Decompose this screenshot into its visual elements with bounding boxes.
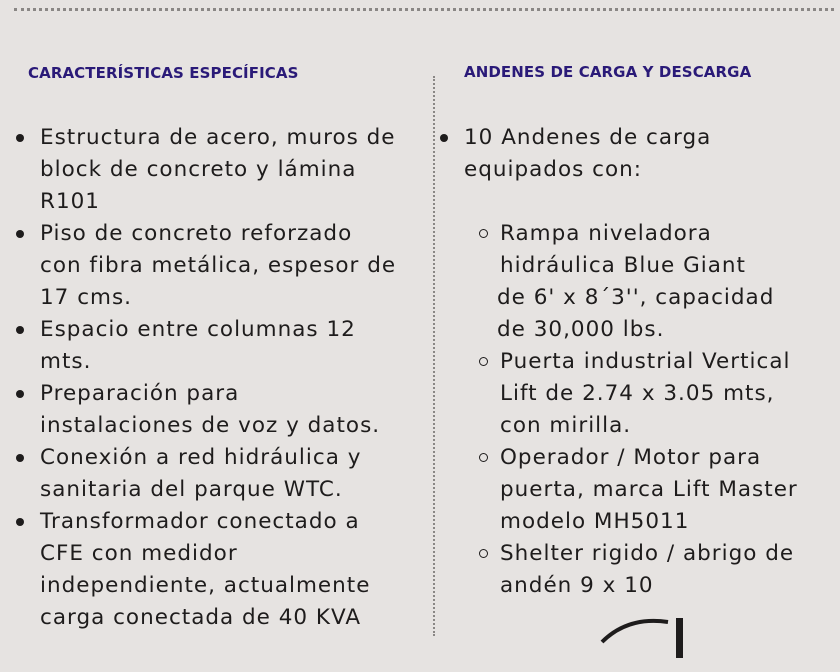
bullet-icon bbox=[16, 454, 24, 462]
list-item-line: R101 bbox=[40, 189, 100, 214]
bullet-icon bbox=[16, 518, 24, 526]
list-item-line: sanitaria del parque WTC. bbox=[40, 477, 343, 502]
list-item bbox=[14, 218, 434, 314]
list-item-line: mts. bbox=[40, 349, 92, 374]
sub-list-item bbox=[438, 218, 838, 346]
left-section-heading: CARACTERÍSTICAS ESPECÍFICAS bbox=[28, 64, 299, 82]
bullet-icon bbox=[16, 134, 24, 142]
list-item-line: Rampa niveladora bbox=[500, 221, 712, 246]
features-list bbox=[14, 122, 434, 634]
list-item-line: Lift de 2.74 x 3.05 mts, bbox=[500, 381, 775, 406]
circle-bullet-icon bbox=[479, 549, 488, 558]
list-item-line: CFE con medidor bbox=[40, 541, 238, 566]
list-item-line: block de concreto y lámina bbox=[40, 157, 357, 182]
right-section-heading: ANDENES DE CARGA Y DESCARGA bbox=[464, 63, 752, 81]
list-item-line: carga conectada de 40 KVA bbox=[40, 605, 362, 630]
sub-list-item bbox=[438, 442, 838, 538]
bullet-icon bbox=[440, 134, 448, 142]
list-item bbox=[14, 314, 434, 378]
list-item-line: con fibra metálica, espesor de bbox=[40, 253, 397, 278]
list-item-line: Preparación para bbox=[40, 381, 240, 406]
list-item-line: con mirilla. bbox=[500, 413, 632, 438]
dock-icon bbox=[598, 612, 718, 672]
list-item-line: instalaciones de voz y datos. bbox=[40, 413, 381, 438]
list-item bbox=[14, 506, 434, 634]
list-item-line: modelo MH5011 bbox=[500, 509, 690, 534]
loading-docks-list bbox=[438, 122, 838, 186]
list-item-line: hidráulica Blue Giant bbox=[500, 253, 746, 278]
bullet-icon bbox=[16, 390, 24, 398]
list-item-line: Operador / Motor para bbox=[500, 445, 762, 470]
list-item-line: Conexión a red hidráulica y bbox=[40, 445, 362, 470]
list-item-line: equipados con: bbox=[464, 157, 642, 182]
list-item-line: Shelter rigido / abrigo de bbox=[500, 541, 795, 566]
list-item-line: puerta, marca Lift Master bbox=[500, 477, 798, 502]
list-item-line: 17 cms. bbox=[40, 285, 132, 310]
circle-bullet-icon bbox=[479, 453, 488, 462]
circle-bullet-icon bbox=[479, 229, 488, 238]
list-item bbox=[14, 378, 434, 442]
list-item-line: Estructura de acero, muros de bbox=[40, 125, 396, 150]
list-item bbox=[14, 122, 434, 218]
top-dotted-rule bbox=[14, 8, 834, 11]
list-item-line: Piso de concreto reforzado bbox=[40, 221, 353, 246]
list-item bbox=[438, 122, 838, 186]
sub-list-item bbox=[438, 346, 838, 442]
list-item-line: Transformador conectado a bbox=[40, 509, 360, 534]
list-item-line: de 6' x 8´3'', capacidad bbox=[497, 285, 775, 310]
list-item-line: 10 Andenes de carga bbox=[464, 125, 712, 150]
list-item-line: Espacio entre columnas 12 bbox=[40, 317, 356, 342]
sub-list-item bbox=[438, 538, 838, 602]
list-item-line: de 30,000 lbs. bbox=[497, 317, 665, 342]
list-item-line: andén 9 x 10 bbox=[500, 573, 654, 598]
bullet-icon bbox=[16, 326, 24, 334]
bullet-icon bbox=[16, 230, 24, 238]
dock-equipment-list bbox=[438, 218, 838, 602]
circle-bullet-icon bbox=[479, 357, 488, 366]
list-item bbox=[14, 442, 434, 506]
list-item-line: independiente, actualmente bbox=[40, 573, 371, 598]
list-item-line: Puerta industrial Vertical bbox=[500, 349, 791, 374]
